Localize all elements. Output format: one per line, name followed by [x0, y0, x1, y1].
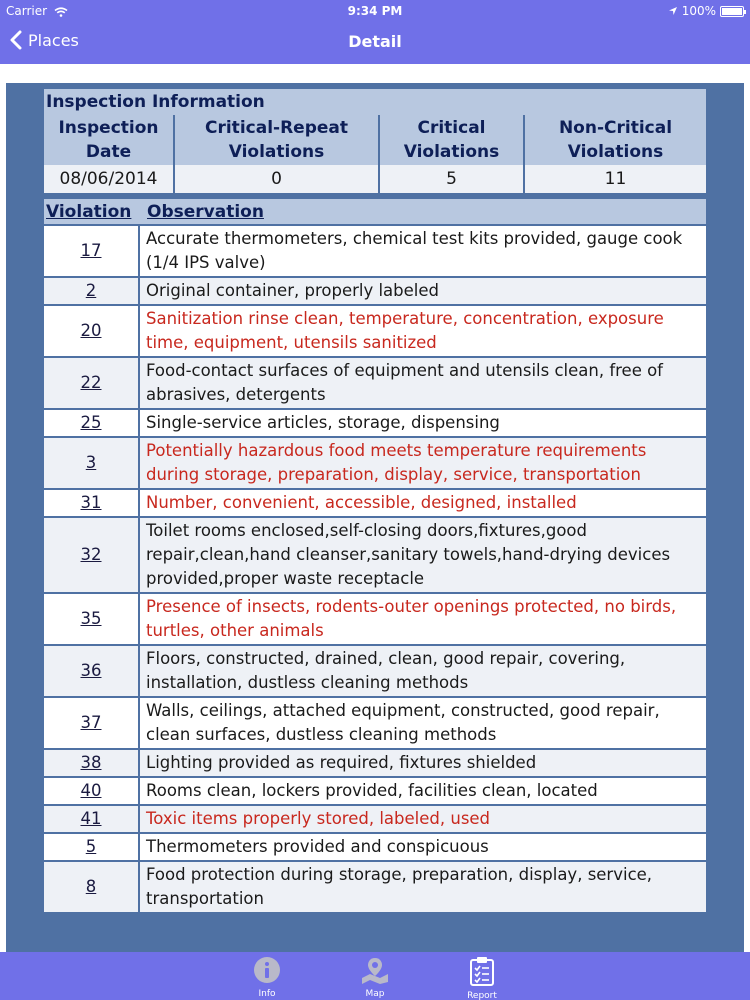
violations-body [44, 225, 706, 912]
tab-info[interactable] [237, 956, 297, 999]
tab-bar [0, 952, 750, 1000]
critical-observation-text: Number, convenient, accessible, designed, installed [139, 489, 706, 517]
header-critical: Critical Violations [379, 115, 524, 165]
violation-row [44, 861, 706, 912]
violation-code-link[interactable]: 20 [44, 305, 139, 357]
violation-code-link[interactable]: 25 [44, 409, 139, 437]
violation-row [44, 697, 706, 749]
tab-report-label: Report [467, 991, 497, 1000]
violation-code-link[interactable]: 8 [44, 861, 139, 912]
critical-observation-text: Potentially hazardous food meets temperature requirements during storage, preparation, display, service, transportation [139, 437, 706, 489]
violation-code-link[interactable]: 41 [44, 805, 139, 833]
violation-row [44, 777, 706, 805]
observation-text: Floors, constructed, drained, clean, good repair, covering, installation, dustless cleaning methods [139, 645, 706, 697]
inspection-heading: Inspection Information [44, 89, 706, 115]
battery-icon [720, 6, 744, 17]
observation-column-header[interactable]: Observation [139, 199, 706, 225]
tab-info-label: Info [258, 989, 276, 999]
violation-row [44, 645, 706, 697]
observation-text: Food protection during storage, preparation, display, service, transportation [139, 861, 706, 912]
page-title: Detail [348, 32, 402, 51]
observation-text: Accurate thermometers, chemical test kits provided, gauge cook (1/4 IPS valve) [139, 225, 706, 277]
observation-text: Food-contact surfaces of equipment and utensils clean, free of abrasives, detergents [139, 357, 706, 409]
violation-code-link[interactable]: 31 [44, 489, 139, 517]
inspection-header-row [44, 115, 706, 165]
status-right [668, 4, 744, 18]
violation-code-link[interactable]: 32 [44, 517, 139, 593]
violation-row [44, 277, 706, 305]
observation-text: Toilet rooms enclosed,self-closing doors,fixtures,good repair,clean,hand cleanser,sanitary towels,hand-drying devices provided,proper waste receptacle [139, 517, 706, 593]
status-bar [0, 0, 750, 22]
header-critical-repeat: Critical-Repeat Violations [174, 115, 379, 165]
location-arrow-icon [668, 6, 678, 16]
violation-row [44, 489, 706, 517]
observation-text: Single-service articles, storage, dispensing [139, 409, 706, 437]
critical-observation-text: Presence of insects, rodents-outer openings protected, no birds, turtles, other animals [139, 593, 706, 645]
clipboard-icon [469, 956, 495, 986]
violation-row [44, 749, 706, 777]
violation-row [44, 437, 706, 489]
violation-row [44, 805, 706, 833]
violation-code-link[interactable]: 40 [44, 777, 139, 805]
critical-observation-text: Toxic items properly stored, labeled, used [139, 805, 706, 833]
header-non-critical: Non-Critical Violations [524, 115, 706, 165]
top-bar [0, 0, 750, 64]
inspection-date-value: 08/06/2014 [44, 165, 174, 193]
violation-code-link[interactable]: 38 [44, 749, 139, 777]
violation-row [44, 305, 706, 357]
violation-row [44, 357, 706, 409]
tab-report[interactable] [452, 956, 512, 1000]
violations-header-row [44, 199, 706, 225]
inspection-panel [44, 89, 706, 912]
violation-code-link[interactable]: 5 [44, 833, 139, 861]
violation-code-link[interactable]: 37 [44, 697, 139, 749]
violation-row [44, 517, 706, 593]
violation-code-link[interactable]: 3 [44, 437, 139, 489]
violation-code-link[interactable]: 17 [44, 225, 139, 277]
observation-text: Walls, ceilings, attached equipment, constructed, good repair, clean surfaces, dustless cleaning methods [139, 697, 706, 749]
violation-code-link[interactable]: 36 [44, 645, 139, 697]
violation-column-header[interactable]: Violation [44, 199, 139, 225]
tab-map-label: Map [365, 989, 385, 999]
violation-row [44, 833, 706, 861]
critical-value: 5 [379, 165, 524, 193]
violations-table [44, 199, 706, 912]
violation-code-link[interactable]: 2 [44, 277, 139, 305]
battery-percent: 100% [681, 4, 716, 18]
observation-text: Rooms clean, lockers provided, facilities clean, located [139, 777, 706, 805]
violation-code-link[interactable]: 35 [44, 593, 139, 645]
violation-code-link[interactable]: 22 [44, 357, 139, 409]
observation-text: Lighting provided as required, fixtures shielded [139, 749, 706, 777]
critical-repeat-value: 0 [174, 165, 379, 193]
critical-observation-text: Sanitization rinse clean, temperature, concentration, exposure time, equipment, utensils sanitized [139, 305, 706, 357]
violation-row [44, 225, 706, 277]
non-critical-value: 11 [524, 165, 706, 193]
nav-bar [0, 22, 750, 64]
info-icon [253, 956, 281, 984]
carrier-label: Carrier [6, 4, 68, 18]
violation-row [44, 409, 706, 437]
status-time: 9:34 PM [347, 4, 403, 18]
detail-content[interactable] [6, 83, 744, 952]
violation-row [44, 593, 706, 645]
observation-text: Thermometers provided and conspicuous [139, 833, 706, 861]
inspection-summary-table [44, 115, 706, 193]
back-button-label: Places [28, 30, 79, 50]
tab-map[interactable] [345, 956, 405, 999]
map-icon [360, 956, 390, 984]
inspection-values-row [44, 165, 706, 193]
header-inspection-date: Inspection Date [44, 115, 174, 165]
observation-text: Original container, properly labeled [139, 277, 706, 305]
